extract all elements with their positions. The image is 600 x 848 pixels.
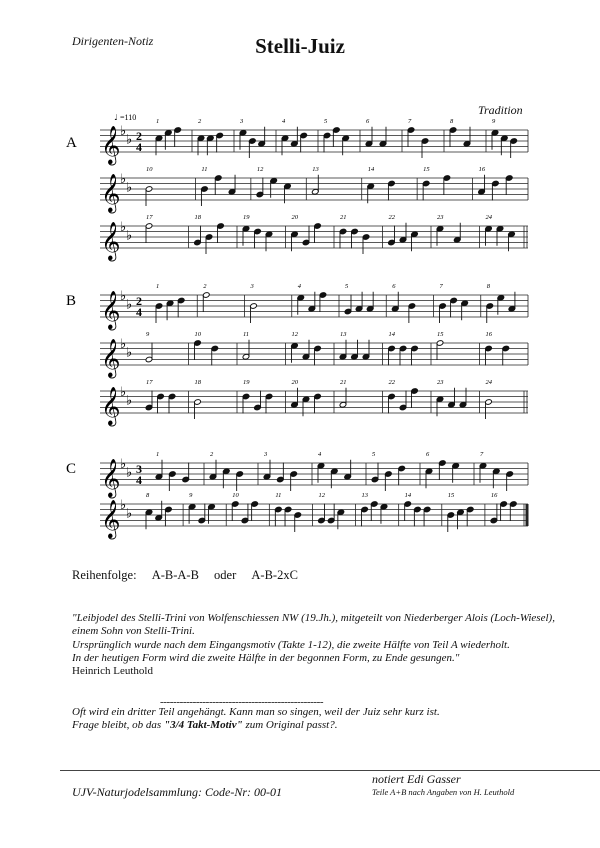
footer-rule <box>60 770 600 771</box>
measure-number: 22 <box>388 379 395 386</box>
measure-number: 7 <box>408 118 412 125</box>
measure-number: 4 <box>297 283 301 290</box>
measure-number: 15 <box>447 492 455 499</box>
measure-number: 12 <box>256 166 264 173</box>
footer-notated-by: notiert Edi Gasser <box>372 772 461 786</box>
measure-number: 6 <box>426 451 430 458</box>
footer-collection-code: UJV-Naturjodelsammlung: Code-Nr: 00-01 <box>72 785 282 799</box>
flat-icon: ♭ <box>126 465 133 481</box>
measure-number: 20 <box>291 214 298 221</box>
measure-number: 12 <box>291 331 298 338</box>
measure-number: 14 <box>404 492 412 499</box>
tempo-mark: =110 <box>120 113 137 122</box>
treble-clef-icon: 𝄞 <box>101 290 121 329</box>
measure-number: 10 <box>232 492 239 499</box>
flat-icon: ♭ <box>120 498 127 513</box>
section-label-A: A <box>66 135 77 151</box>
appendix-note <box>72 706 440 733</box>
time-signature-bottom: 4 <box>136 473 142 487</box>
measure-number: 23 <box>437 214 444 221</box>
quote-line: "Leibjodel des Stelli-Trini von Wolfenschiessen NW (19.Jh.), mitgeteilt von Niederberger Alois (Loch-Wiesel), <box>72 612 555 624</box>
measure-number: 21 <box>340 214 347 221</box>
time-signature-top: 2 <box>136 129 142 143</box>
order-option-2: A-B-2xC <box>251 568 298 582</box>
order-option-1: A-B-A-B <box>151 568 199 582</box>
measure-number: 8 <box>146 492 150 499</box>
treble-clef-icon: 𝄞 <box>101 499 121 538</box>
quote-block <box>72 612 572 678</box>
measure-number: 11 <box>275 492 282 499</box>
flat-icon: ♭ <box>120 337 127 352</box>
page-title: Stelli-Juiz <box>255 34 345 58</box>
treble-clef-icon: 𝄞 <box>101 125 121 164</box>
measure-number: 18 <box>194 379 201 386</box>
measure-number: 19 <box>243 214 250 221</box>
order-line <box>72 568 310 583</box>
quote-author: Heinrich Leuthold <box>72 665 153 678</box>
measure-number: 12 <box>318 492 325 499</box>
measure-number: 6 <box>366 118 370 125</box>
measure-number: 16 <box>485 331 492 338</box>
treble-clef-icon: 𝄞 <box>101 173 121 212</box>
measure-number: 21 <box>340 379 347 386</box>
treble-clef-icon: 𝄞 <box>101 386 121 425</box>
measure-number: 8 <box>486 283 490 290</box>
measure-number: 15 <box>437 331 444 338</box>
measure-number: 7 <box>480 451 484 458</box>
measure-number: 13 <box>340 331 347 338</box>
measure-number: 17 <box>146 379 153 386</box>
section-label-C: C <box>66 461 77 477</box>
divider-line: -------------------------------------------------- <box>160 696 324 708</box>
flat-icon: ♭ <box>126 180 133 196</box>
flat-icon: ♭ <box>120 385 127 400</box>
appendix-note-line2: Frage bleibt, ob das "3/4 Takt-Motiv" zum Original passt?. <box>72 719 338 732</box>
measure-number: 11 <box>201 166 208 173</box>
footer-source: Teile A+B nach Angaben von H. Leuthold <box>372 787 515 797</box>
order-label: Reihenfolge: <box>72 568 137 582</box>
measure-number: 23 <box>437 379 444 386</box>
measure-number: 17 <box>146 214 153 221</box>
measure-number: 2 <box>210 451 214 458</box>
quote-line: einem Sohn von Stelli-Trini. <box>72 625 195 638</box>
measure-number: 5 <box>345 283 349 290</box>
time-signature-bottom: 4 <box>136 305 142 319</box>
flat-icon: ♭ <box>126 132 133 148</box>
order-connector: oder <box>214 568 237 582</box>
flat-icon: ♭ <box>126 228 133 244</box>
measure-number: 24 <box>485 379 492 386</box>
time-signature-bottom: 4 <box>136 140 142 154</box>
measure-number: 24 <box>485 214 492 221</box>
measure-number: 1 <box>156 283 160 290</box>
flat-icon: ♭ <box>120 124 127 139</box>
measure-number: 20 <box>291 379 298 386</box>
measure-number: 5 <box>372 451 376 458</box>
flat-icon: ♭ <box>120 289 127 304</box>
measure-number: 5 <box>324 118 328 125</box>
measure-number: 3 <box>250 283 254 290</box>
measure-number: 9 <box>146 331 150 338</box>
treble-clef-icon: 𝄞 <box>101 221 121 260</box>
flat-icon: ♭ <box>126 506 133 522</box>
measure-number: 3 <box>264 451 268 458</box>
flat-icon: ♭ <box>120 220 127 235</box>
treble-clef-icon: 𝄞 <box>101 458 121 497</box>
section-label-B: B <box>66 293 77 309</box>
measure-number: 9 <box>189 492 193 499</box>
quote-line: In der heutigen Form wird die zweite Hälfte in der begonnen Form, zu Ende gesungen." <box>72 651 460 664</box>
measure-number: 10 <box>194 331 201 338</box>
measure-number: 3 <box>240 118 244 125</box>
time-signature-top: 3 <box>136 462 142 476</box>
measure-number: 16 <box>478 166 486 173</box>
flat-icon: ♭ <box>126 297 133 313</box>
flat-icon: ♭ <box>120 172 127 187</box>
measure-number: 8 <box>450 118 454 125</box>
flat-icon: ♭ <box>120 457 127 472</box>
measure-number: 9 <box>492 118 496 125</box>
measure-number: 2 <box>198 118 202 125</box>
measure-number: 22 <box>388 214 395 221</box>
flat-icon: ♭ <box>126 393 133 409</box>
measure-number: 11 <box>243 331 250 338</box>
measure-number: 1 <box>156 118 160 125</box>
measure-number: 14 <box>388 331 395 338</box>
measure-number: 2 <box>203 283 207 290</box>
measure-number: 4 <box>318 451 322 458</box>
time-signature-top: 2 <box>136 294 142 308</box>
measure-number: 14 <box>367 166 375 173</box>
measure-number: 18 <box>194 214 201 221</box>
measure-number: 4 <box>282 118 286 125</box>
tradition-label: Tradition <box>478 103 523 117</box>
conductor-note: Dirigenten-Notiz <box>72 34 154 48</box>
measure-number: 13 <box>361 492 369 499</box>
appendix-note-line1: Oft wird ein dritter Teil angehängt. Kann man so singen, weil der Juiz sehr kurz ist. <box>72 706 440 718</box>
measure-number: 1 <box>156 451 160 458</box>
measure-number: 6 <box>392 283 396 290</box>
treble-clef-icon: 𝄞 <box>101 338 121 377</box>
quote-line: Ursprünglich wurde nach dem Eingangsmotiv (Takte 1-12), die zweite Hälfte von Teil A wiederholt. <box>72 638 510 651</box>
measure-number: 16 <box>490 492 498 499</box>
measure-number: 15 <box>423 166 430 173</box>
measure-number: 7 <box>439 283 443 290</box>
measure-number: 13 <box>312 166 319 173</box>
flat-icon: ♭ <box>126 345 133 361</box>
measure-number: 19 <box>243 379 250 386</box>
measure-number: 10 <box>146 166 153 173</box>
quarter-note-icon: ♩ <box>114 113 118 122</box>
